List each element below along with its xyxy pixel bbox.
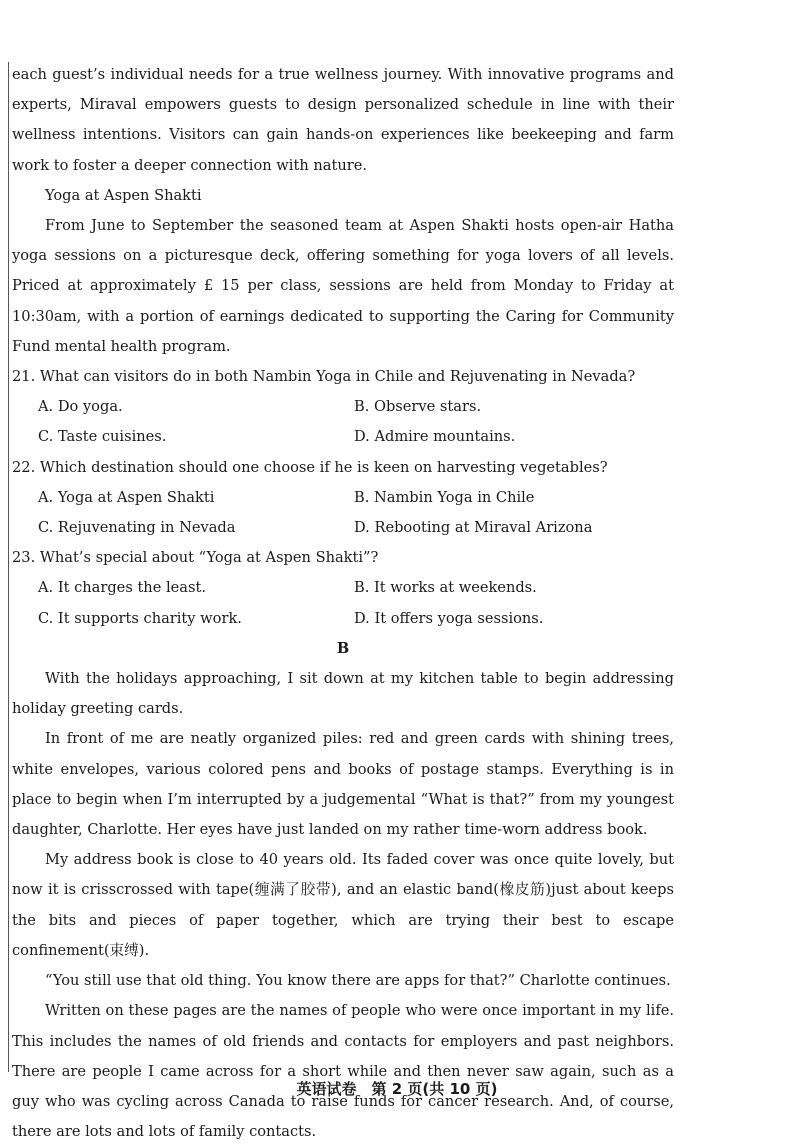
option-d: D. Rebooting at Miraval Arizona bbox=[354, 519, 593, 537]
passage-label: B bbox=[336, 639, 350, 657]
question-options bbox=[12, 392, 674, 452]
option-a: A. Do yoga. bbox=[38, 398, 123, 416]
option-b: B. It works at weekends. bbox=[354, 579, 537, 597]
question-stem: 22. Which destination should one choose if he is keen on harvesting vegetables? bbox=[12, 458, 608, 476]
option-c: C. Rejuvenating in Nevada bbox=[38, 519, 236, 537]
page-footer: 英语试卷 第 2 页(共 10 页) bbox=[296, 1080, 498, 1098]
section-title: Yoga at Aspen Shakti bbox=[45, 186, 202, 204]
option-c: C. It supports charity work. bbox=[38, 609, 242, 627]
section-body: From June to September the seasoned team at Aspen Shakti hosts open-air Hatha yoga sessions on a picturesque deck, offering something for yoga lovers of all levels. Priced at approximately £ 15 per class, sessions are held from Monday to Friday at 10:30am, with a portion of earnings dedicated to supporting the Caring for Community Fund mental health program. bbox=[12, 217, 674, 355]
question-21 bbox=[12, 362, 674, 453]
option-b: B. Nambin Yoga in Chile bbox=[354, 488, 535, 506]
passage-b-paragraph-3: My address book is close to 40 years old. Its faded cover was once quite lovely, but now it is crisscrossed with tape(缠满了胶带), and an elastic band(橡皮筋)just about keeps the bits and pieces of paper together, which are trying their best to escape confinement(束缚). bbox=[12, 851, 674, 959]
option-a: A. It charges the least. bbox=[38, 579, 206, 597]
passage-b-paragraph-4: “You still use that old thing. You know there are apps for that?” Charlotte continues. bbox=[45, 972, 671, 990]
passage-b-paragraph-1: With the holidays approaching, I sit down at my kitchen table to begin addressing holiday greeting cards. bbox=[12, 670, 674, 718]
question-options bbox=[12, 483, 674, 543]
passage-a-continuation: each guest’s individual needs for a true wellness journey. With innovative programs and experts, Miraval empowers guests to design personalized schedule in line with their wellness intentions. Visitors can gain hands-on experiences like beekeeping and farm work to foster a deeper connection with nature. bbox=[12, 66, 674, 174]
option-c: C. Taste cuisines. bbox=[38, 428, 167, 446]
question-22 bbox=[12, 453, 674, 544]
question-23 bbox=[12, 543, 674, 634]
page-content bbox=[12, 60, 674, 1147]
option-b: B. Observe stars. bbox=[354, 398, 482, 416]
option-a: A. Yoga at Aspen Shakti bbox=[38, 488, 215, 506]
option-d: D. It offers yoga sessions. bbox=[354, 609, 544, 627]
question-stem: 23. What’s special about “Yoga at Aspen Shakti”? bbox=[12, 549, 379, 567]
passage-b-paragraph-2: In front of me are neatly organized piles: red and green cards with shining trees, white envelopes, various colored pens and books of postage stamps. Everything is in place to begin when I’m interrupted by a judgemental “What is that?” from my youngest daughter, Charlotte. Her eyes have just landed on my rather time-worn address book. bbox=[12, 730, 674, 839]
question-options bbox=[12, 573, 674, 633]
margin-line bbox=[8, 62, 9, 1072]
question-stem: 21. What can visitors do in both Nambin Yoga in Chile and Rejuvenating in Nevada? bbox=[12, 368, 636, 386]
option-d: D. Admire mountains. bbox=[354, 428, 516, 446]
passage-b-paragraph-5: Written on these pages are the names of people who were once important in my life. This includes the names of old friends and contacts for employers and past neighbors. There are people I came across for a short while and then never saw again, such as a guy who was cycling across Canada to raise funds for cancer research. And, of course, there are lots and lots of family contacts. bbox=[12, 1002, 674, 1141]
